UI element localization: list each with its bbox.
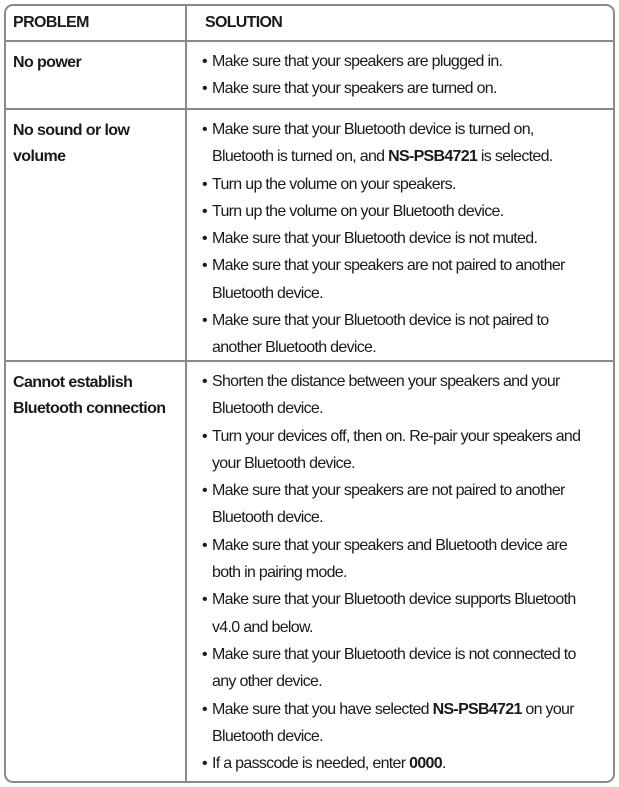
solution-text: .	[441, 755, 446, 773]
solution-text: Make sure that your Bluetooth device is turned on, Bluetooth is turned on, and	[212, 121, 534, 166]
solution-text: Make sure that your speakers and Bluetooth device are both in pairing mode.	[212, 536, 568, 582]
solution-text: Make sure that your speakers are not paired to another Bluetooth device.	[212, 257, 565, 302]
bold-text: 0000	[409, 755, 442, 773]
troubleshooting-table	[4, 4, 615, 783]
solution-item	[203, 198, 613, 225]
solution-item	[203, 586, 613, 641]
problem-cell: No sound or low volume	[6, 110, 187, 360]
table-header	[6, 6, 613, 40]
bold-text: NS-PSB4721	[432, 700, 522, 718]
solution-text: Turn up the volume on your speakers.	[212, 175, 456, 193]
solution-item	[203, 171, 613, 198]
solution-text: Make sure that your Bluetooth device supports Bluetooth v4.0 and below.	[212, 591, 576, 636]
bold-text: NS-PSB4721	[388, 148, 478, 166]
solution-text: Make sure that your Bluetooth device is not connected to any other device.	[212, 645, 576, 691]
solution-item	[203, 116, 613, 171]
solution-text: Turn up the volume on your Bluetooth device.	[212, 202, 504, 220]
header-problem: PROBLEM	[6, 6, 187, 40]
solution-text: Make sure that your speakers are turned on.	[212, 80, 497, 98]
solution-item	[203, 641, 613, 696]
solution-text: Make sure that your Bluetooth device is not paired to another Bluetooth device.	[212, 312, 549, 357]
solution-item	[203, 225, 613, 252]
solution-text: Make sure that your Bluetooth device is not muted.	[212, 230, 538, 248]
solution-text: is selected.	[477, 148, 553, 166]
solution-text: Turn your devices off, then on. Re-pair your speakers and your Bluetooth device.	[212, 427, 581, 472]
solution-item	[203, 75, 613, 102]
solution-item	[203, 423, 613, 478]
solution-text: Make sure that your speakers are not paired to another Bluetooth device.	[212, 482, 565, 527]
solution-item	[203, 48, 613, 75]
solution-item	[203, 368, 613, 423]
table-row	[6, 108, 613, 360]
solution-item	[203, 477, 613, 532]
solution-text: on your Bluetooth device.	[212, 700, 574, 745]
solution-text: If a passcode is needed, enter	[212, 755, 410, 773]
solution-text: Shorten the distance between your speakers and your Bluetooth device.	[212, 373, 560, 418]
solution-item	[203, 252, 613, 307]
solution-cell	[187, 362, 613, 781]
problem-cell: Cannot establish Bluetooth connection	[6, 362, 187, 781]
solution-item	[203, 696, 613, 751]
solution-text: Make sure that your speakers are plugged in.	[212, 53, 503, 70]
solution-cell	[187, 110, 613, 360]
solution-text: Make sure that you have selected	[212, 700, 433, 718]
table-row	[6, 40, 613, 108]
solution-item	[203, 532, 613, 587]
header-solution: SOLUTION	[205, 14, 283, 31]
solution-item	[203, 307, 613, 362]
solution-item	[203, 750, 613, 777]
table-row	[6, 360, 613, 781]
solution-cell	[187, 42, 613, 108]
problem-cell: No power	[6, 42, 187, 108]
